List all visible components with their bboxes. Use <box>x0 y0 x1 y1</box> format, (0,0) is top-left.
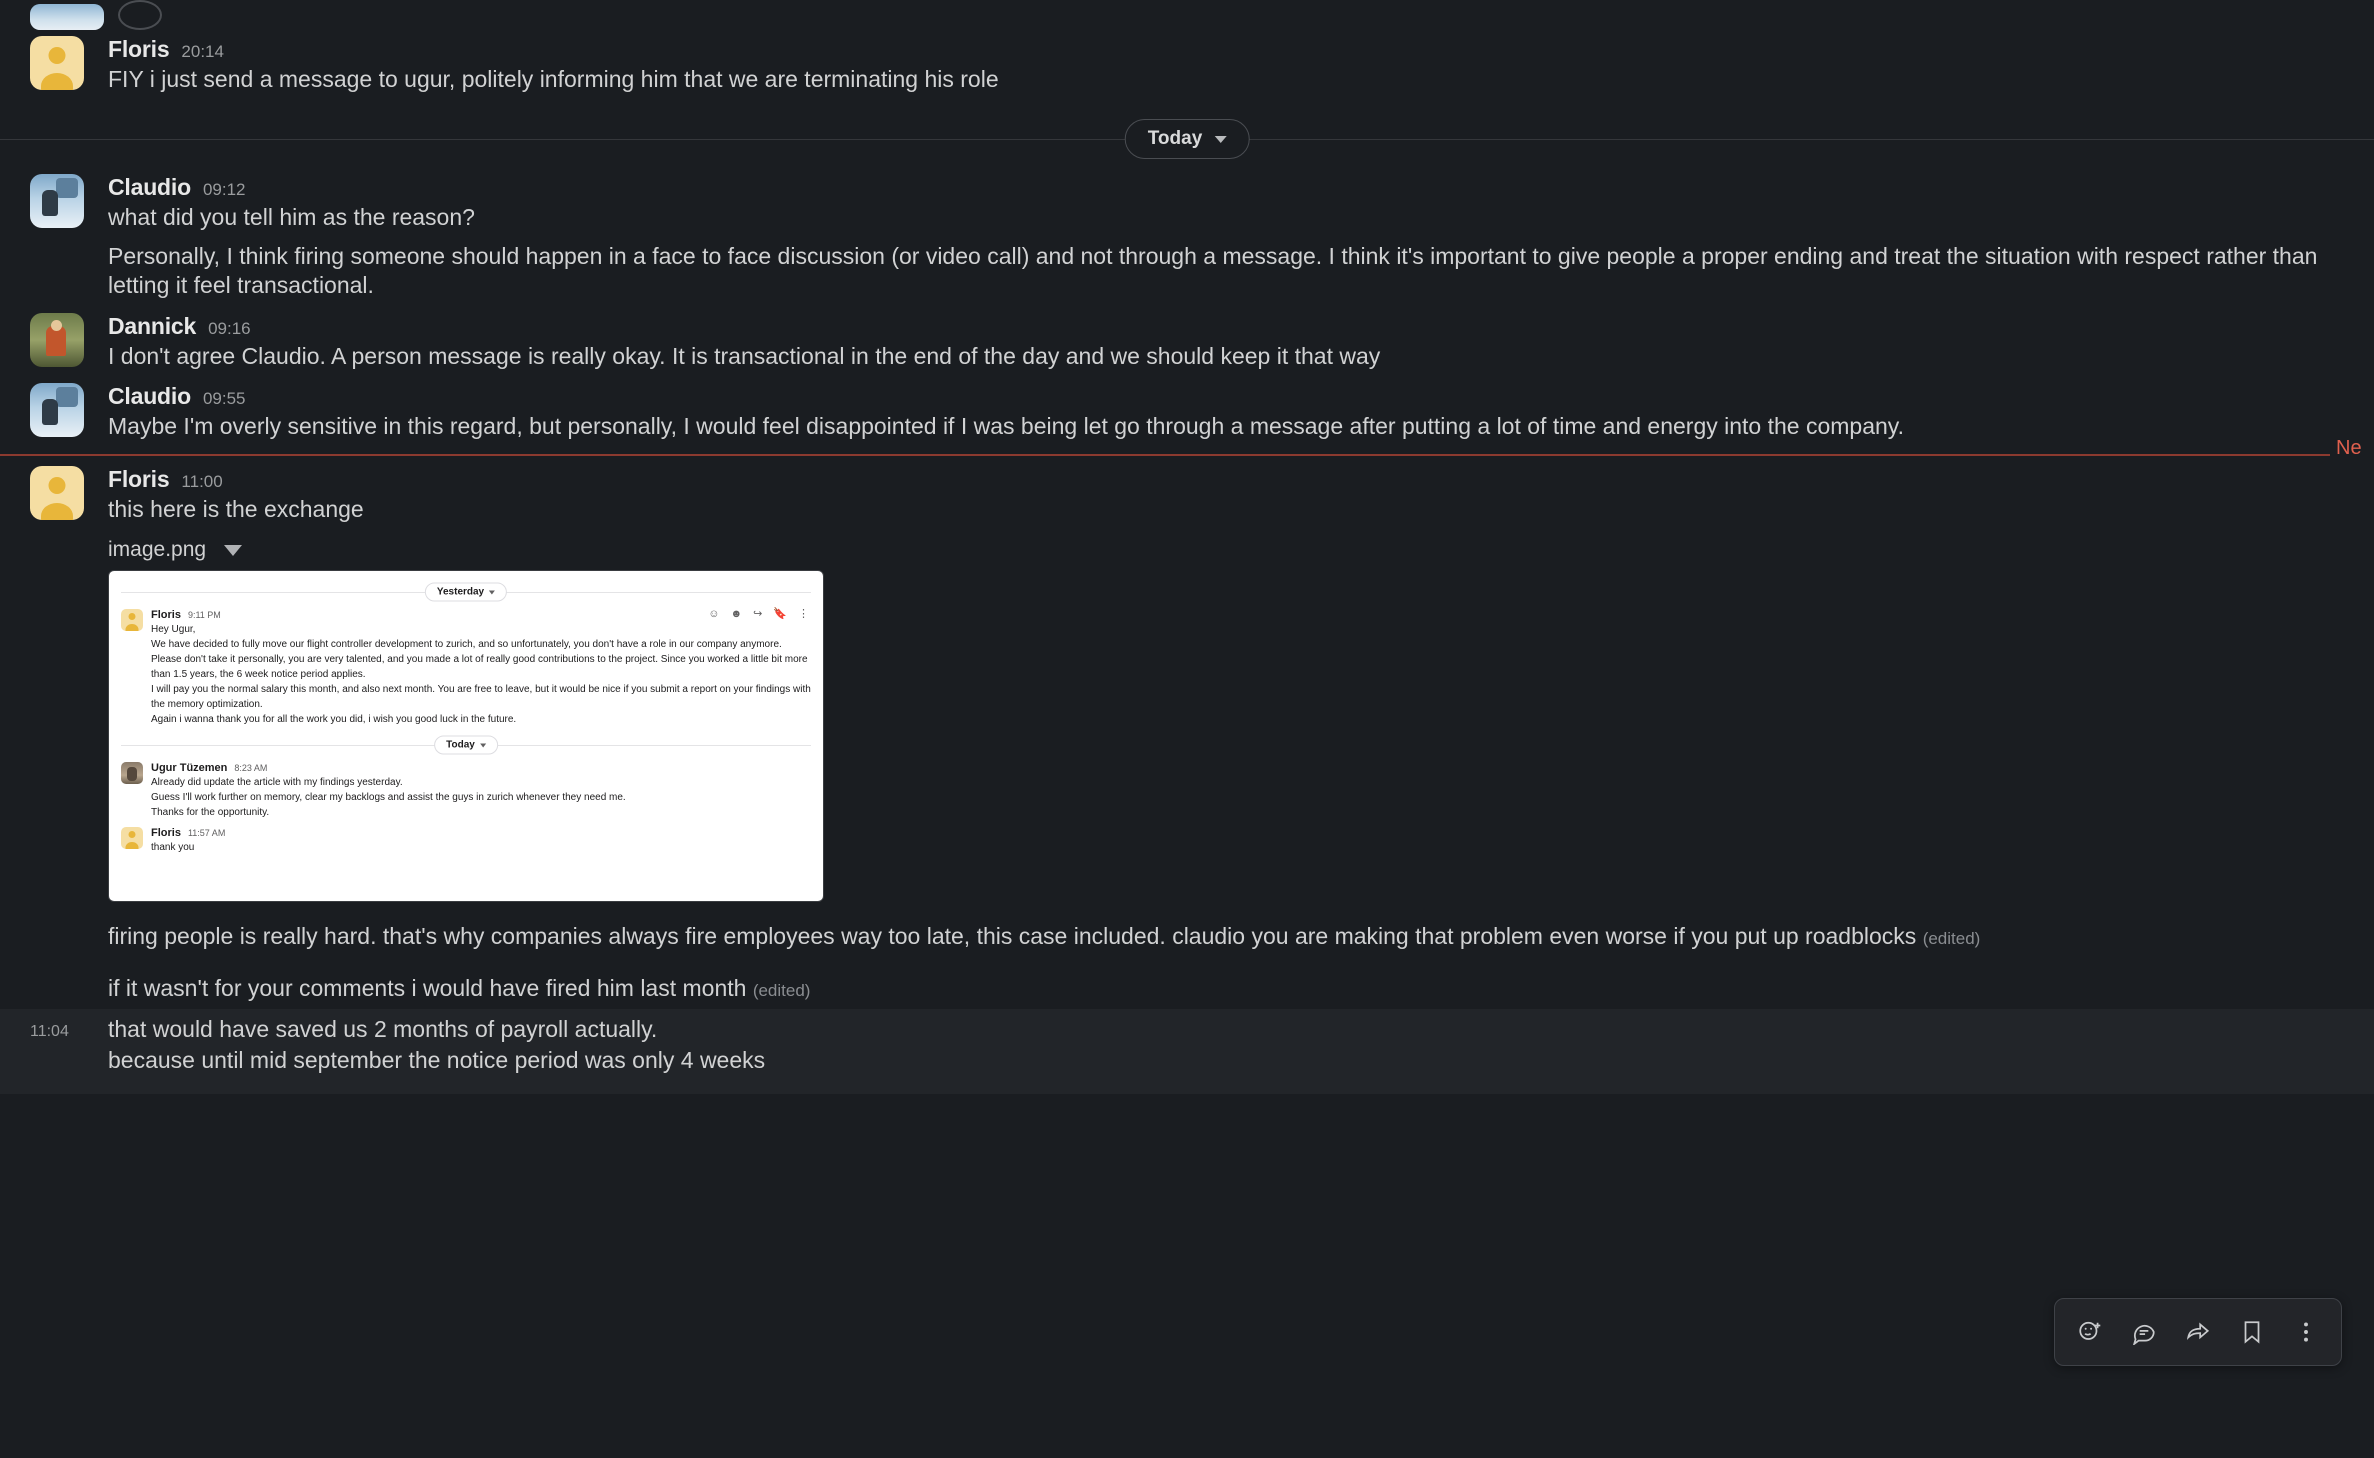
message-author[interactable]: Dannick <box>108 312 197 339</box>
message-author[interactable]: Floris <box>108 36 170 62</box>
message-hover-toolbar[interactable] <box>2054 1298 2342 1366</box>
message-timestamp[interactable]: 09:16 <box>208 318 251 338</box>
date-divider-button[interactable] <box>1125 119 1250 159</box>
forward-icon[interactable] <box>2173 1307 2223 1357</box>
message-text: We have decided to fully move our flight controller development to zurich, and so unfortunately, you don't have a role in our company anymore. Please don't take it personally, you are very talented, and you made a lot of really good contributions to the project. Since you worked a little bit more than 1.5 years, the 6 week notice period applies. <box>151 639 808 681</box>
add-reaction-icon[interactable] <box>118 0 162 30</box>
screenshot-message <box>121 762 811 820</box>
screenshot-message <box>121 827 811 855</box>
message-header <box>108 174 2334 201</box>
screenshot-date-divider <box>121 734 811 756</box>
attachment-filename[interactable]: image.png <box>108 538 207 562</box>
message-header <box>108 383 2334 410</box>
message-timestamp[interactable]: 09:12 <box>202 180 246 200</box>
avatar <box>121 609 143 631</box>
message-body <box>108 174 2334 300</box>
message-author[interactable]: Claudio <box>108 383 191 410</box>
message-text: Guess I'll work further on memory, clear my backlogs and assist the guys in zurich whenever they need me. <box>151 792 626 804</box>
more-icon: ⋮ <box>798 608 809 621</box>
avatar[interactable] <box>30 313 84 367</box>
more-actions-icon[interactable] <box>2281 1307 2331 1357</box>
message-timestamp[interactable]: 09:55 <box>202 389 246 409</box>
message-text: thank you <box>151 842 195 854</box>
avatar[interactable] <box>30 466 84 520</box>
message-text: that would have saved us 2 months of payroll actually. <box>108 1015 658 1042</box>
message-item <box>0 307 2374 377</box>
chevron-down-icon <box>1214 136 1226 143</box>
attachment-image-preview[interactable] <box>108 570 824 902</box>
message-text: firing people is really hard. that's why companies always fire employees way too late, this case included. claudio you are making that problem even worse if you put up roadblocks <box>108 923 1917 950</box>
screenshot-date-pill <box>425 583 507 602</box>
message-text: Personally, I think firing someone should happen in a face to face discussion (or video call) and not through a message. I think it's important to give people a proper ending and treat the situation with respect rather than letting it feel transactional. <box>108 242 2318 299</box>
message-header <box>108 466 2334 493</box>
message-text: I will pay you the normal salary this month, and also next month. You are free to leave, but it would be nice if you submit a report on your findings with the memory optimization. <box>151 684 811 711</box>
message-author: Floris <box>151 827 181 840</box>
screenshot-date-divider <box>121 581 811 603</box>
emoji-icon: ☺ <box>708 607 720 620</box>
avatar[interactable] <box>30 174 84 228</box>
avatar[interactable] <box>30 36 84 90</box>
cut-off-avatar-row <box>0 0 2374 30</box>
share-icon: ↪ <box>753 608 763 621</box>
attachment-header <box>108 538 2334 562</box>
message-timestamp[interactable]: 20:14 <box>181 42 224 61</box>
message-body <box>108 313 2334 371</box>
message-header <box>108 313 2334 340</box>
chevron-down-icon <box>480 743 486 747</box>
message-timestamp: 11:57 AM <box>187 828 226 839</box>
avatar <box>121 762 143 784</box>
avatar <box>30 4 104 30</box>
message-text-block <box>108 922 2334 951</box>
message-author: Ugur Tüzemen <box>151 762 228 775</box>
message-text-block <box>108 974 2334 1003</box>
screenshot-date-label: Today <box>446 739 475 751</box>
message-body <box>108 1015 2334 1076</box>
message-text: this here is the exchange <box>108 495 364 522</box>
add-reaction-icon[interactable] <box>2065 1307 2115 1357</box>
new-messages-line <box>0 454 2374 456</box>
message-body <box>108 383 2334 441</box>
screenshot-date-label: Yesterday <box>436 586 485 598</box>
avatar <box>121 827 143 849</box>
reaction-icon: ☻ <box>730 607 743 620</box>
message-text: Already did update the article with my findings yesterday. <box>151 777 403 789</box>
message-text: Thanks for the opportunity. <box>151 807 270 819</box>
message-item <box>0 30 2374 100</box>
message-item <box>0 377 2374 447</box>
message-timestamp: 9:11 PM <box>187 610 221 621</box>
message-author[interactable]: Floris <box>108 465 170 492</box>
message-text: because until mid september the notice period was only 4 weeks <box>108 1047 766 1074</box>
screenshot-message-actions <box>708 607 809 620</box>
message-text: Again i wanna thank you for all the work you did, i wish you good luck in the future. <box>151 714 517 726</box>
new-messages-label: Ne <box>2330 437 2374 460</box>
message-timestamp[interactable]: 11:00 <box>181 471 223 491</box>
message-item <box>0 168 2374 306</box>
screenshot-message <box>121 609 811 727</box>
message-author[interactable]: Claudio <box>108 174 191 201</box>
message-text: Hey Ugur, <box>151 624 196 636</box>
chevron-down-icon[interactable] <box>224 545 242 556</box>
message-text: FIY i just send a message to ugur, politely informing him that we are terminating his role <box>108 66 999 92</box>
bookmark-icon: 🔖 <box>773 608 787 621</box>
message-text: Maybe I'm overly sensitive in this regard, but personally, I would feel disappointed if I was being let go through a message after putting a lot of time and energy into the company. <box>108 413 1904 440</box>
message-timestamp: 8:23 AM <box>234 763 268 774</box>
message-text: what did you tell him as the reason? <box>108 204 475 231</box>
message-item-hovered <box>0 1009 2374 1094</box>
message-text: I don't agree Claudio. A person message is really okay. It is transactional in the end of the day and we should keep it that way <box>108 342 1381 369</box>
message-author: Floris <box>151 609 181 622</box>
message-header <box>108 36 2334 63</box>
avatar[interactable] <box>30 383 84 437</box>
message-item <box>0 460 2374 1009</box>
edited-label: (edited) <box>1922 929 1981 949</box>
edited-label: (edited) <box>752 980 811 1000</box>
message-timestamp[interactable]: 11:04 <box>30 1022 69 1040</box>
message-text: if it wasn't for your comments i would have fired him last month <box>108 974 747 1001</box>
message-body <box>108 466 2334 1003</box>
save-for-later-icon[interactable] <box>2227 1307 2277 1357</box>
message-body <box>108 36 2334 94</box>
screenshot-date-pill <box>434 736 498 755</box>
thread-reply-icon[interactable] <box>2119 1307 2169 1357</box>
date-divider-label: Today <box>1147 128 1203 150</box>
date-divider <box>0 116 2374 162</box>
chevron-down-icon <box>489 590 495 594</box>
